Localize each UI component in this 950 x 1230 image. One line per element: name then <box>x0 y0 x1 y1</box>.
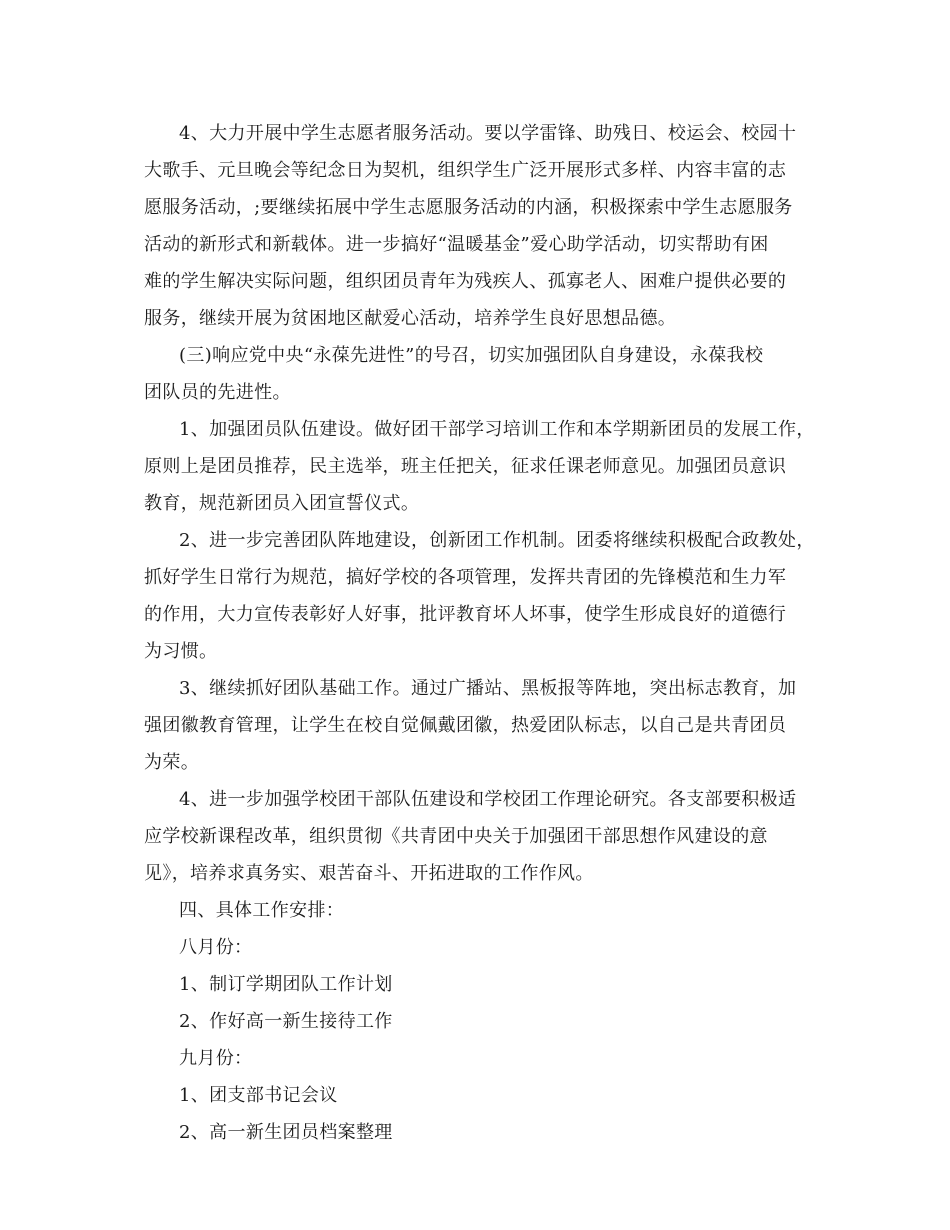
text-line: 4、大力开展中学生志愿者服务活动。要以学雷锋、助残日、校运会、校园十 <box>179 123 797 144</box>
text-line: 服务，继续开展为贫困地区献爱心活动，培养学生良好思想品德。 <box>144 308 677 329</box>
text-line: 3、继续抓好团队基础工作。通过广播站、黑板报等阵地，突出标志教育，加 <box>179 678 797 699</box>
text-line: 的作用，大力宣传表彰好人好事，批评教育坏人坏事，使学生形成良好的道德行 <box>144 604 787 625</box>
text-line: 为习惯。 <box>144 641 218 662</box>
text-line: 2、进一步完善团队阵地建设，创新团工作机制。团委将继续积极配合政教处， <box>179 530 815 551</box>
text-line: 应学校新课程改革，组织贯彻《共青团中央关于加强团干部思想作风建设的意 <box>144 826 768 847</box>
text-line: 活动的新形式和新载体。进一步搞好“温暖基金”爱心助学活动，切实帮助有困 <box>144 234 769 255</box>
document-body <box>144 115 819 1151</box>
text-line: 4、进一步加强学校团干部队伍建设和学校团工作理论研究。各支部要积极适 <box>179 789 797 810</box>
text-line: 见》，培养求真务实、艰苦奋斗、开拓进取的工作作风。 <box>144 863 594 884</box>
text-line: 大歌手、元旦晚会等纪念日为契机，组织学生广泛开展形式多样、内容丰富的志 <box>144 160 787 181</box>
list-item: 2、高一新生团员档案整理 <box>179 1122 393 1143</box>
text-line: 原则上是团员推荐，民主选举，班主任把关，征求任课老师意见。加强团员意识 <box>144 456 787 477</box>
month-heading: 九月份： <box>179 1048 253 1069</box>
month-heading: 八月份： <box>179 937 253 958</box>
text-line: 教育，规范新团员入团宣誓仪式。 <box>144 493 420 514</box>
text-line: 为荣。 <box>144 752 200 773</box>
text-line: 团队员的先进性。 <box>144 382 291 403</box>
text-line: 抓好学生日常行为规范，搞好学校的各项管理，发挥共青团的先锋模范和生力军 <box>144 567 787 588</box>
text-line: 难的学生解决实际问题，组织团员青年为残疾人、孤寡老人、困难户提供必要的 <box>144 271 787 292</box>
text-line: 1、加强团员队伍建设。做好团干部学习培训工作和本学期新团员的发展工作， <box>179 419 815 440</box>
text-line: 愿服务活动，;要继续拓展中学生志愿服务活动的内涵，积极探索中学生志愿服务 <box>144 197 793 218</box>
list-item: 1、团支部书记会议 <box>179 1085 338 1106</box>
text-line: 强团徽教育管理，让学生在校自觉佩戴团徽，热爱团队标志，以自己是共青团员 <box>144 715 787 736</box>
section-heading-line: 四、具体工作安排： <box>179 900 345 921</box>
section-heading-line: (三)响应党中央“永葆先进性”的号召，切实加强团队自身建设，永葆我校 <box>179 345 764 366</box>
list-item: 2、作好高一新生接待工作 <box>179 1011 393 1032</box>
list-item: 1、制订学期团队工作计划 <box>179 974 393 995</box>
